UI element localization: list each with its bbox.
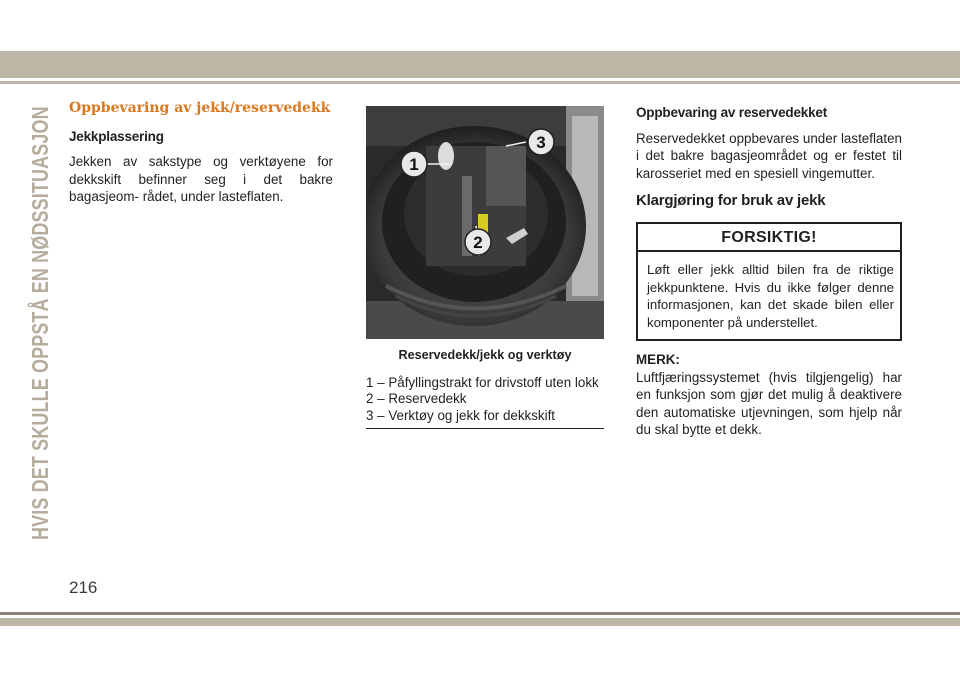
callout-2 [465,229,491,255]
legend-rule [366,428,604,429]
top-band [0,51,960,78]
caution-text: Løft eller jekk alltid bilen fra de riktige jekkpunktene. Hvis du ikke følger denne informasjonen, kan det skade bilen eller komponenter på understellet. [647,262,894,330]
legend-item: 2 – Reservedekk [366,391,467,406]
page-number: 216 [69,578,98,597]
bottom-band [0,618,960,626]
paragraph-jack-location: Jekken av sakstype og verktøyene for dekkskift befinner seg i det bakre bagasjeom- rådet, under lasteflaten. [69,154,333,204]
callout-3 [528,129,554,155]
svg-text:2: 2 [473,233,483,252]
section-heading: Oppbevaring av jekk/reservedekk [69,100,331,116]
callout-1 [401,151,427,177]
spare-tire-photo [366,106,604,339]
subheading-spare-storage: Oppbevaring av reservedekket [636,105,828,120]
figure-caption: Reservedekk/jekk og verktøy [398,348,572,362]
figure-legend [366,375,604,425]
svg-text:1: 1 [409,155,419,174]
caution-title: FORSIKTIG! [638,224,900,253]
section-side-title: HVIS DET SKULLE OPPSTÅ EN NØDSSITUASJON [27,106,53,541]
note-label: MERK: [636,352,680,367]
paragraph-spare-storage: Reservedekket oppbevares under lasteflaten i det bakre bagasjeområdet og er festet til karosseriet med en spesiell vingemutter. [636,130,902,181]
caution-box [636,222,902,342]
bottom-rule [0,612,960,615]
column-right [636,104,902,449]
legend-item: 1 – Påfyllingstrakt for drivstoff uten lokk [366,374,599,390]
legend-item: 3 – Verktøy og jekk for dekkskift [366,407,556,423]
figure-column [366,106,604,429]
top-rule [0,81,960,84]
svg-text:3: 3 [536,133,546,152]
note-text: Luftfjæringssystemet (hvis tilgjengelig) har en funksjon som gjør det mulig å deaktivere den automatiske utjevningen, som hjelp når du skal bytte et dekk. [636,369,902,437]
spare-tire-illustration [366,106,604,339]
column-left [69,100,333,216]
subheading-jack-location: Jekkplassering [69,128,164,144]
subheading-jack-prep: Klargjøring for bruk av jekk [636,192,826,209]
